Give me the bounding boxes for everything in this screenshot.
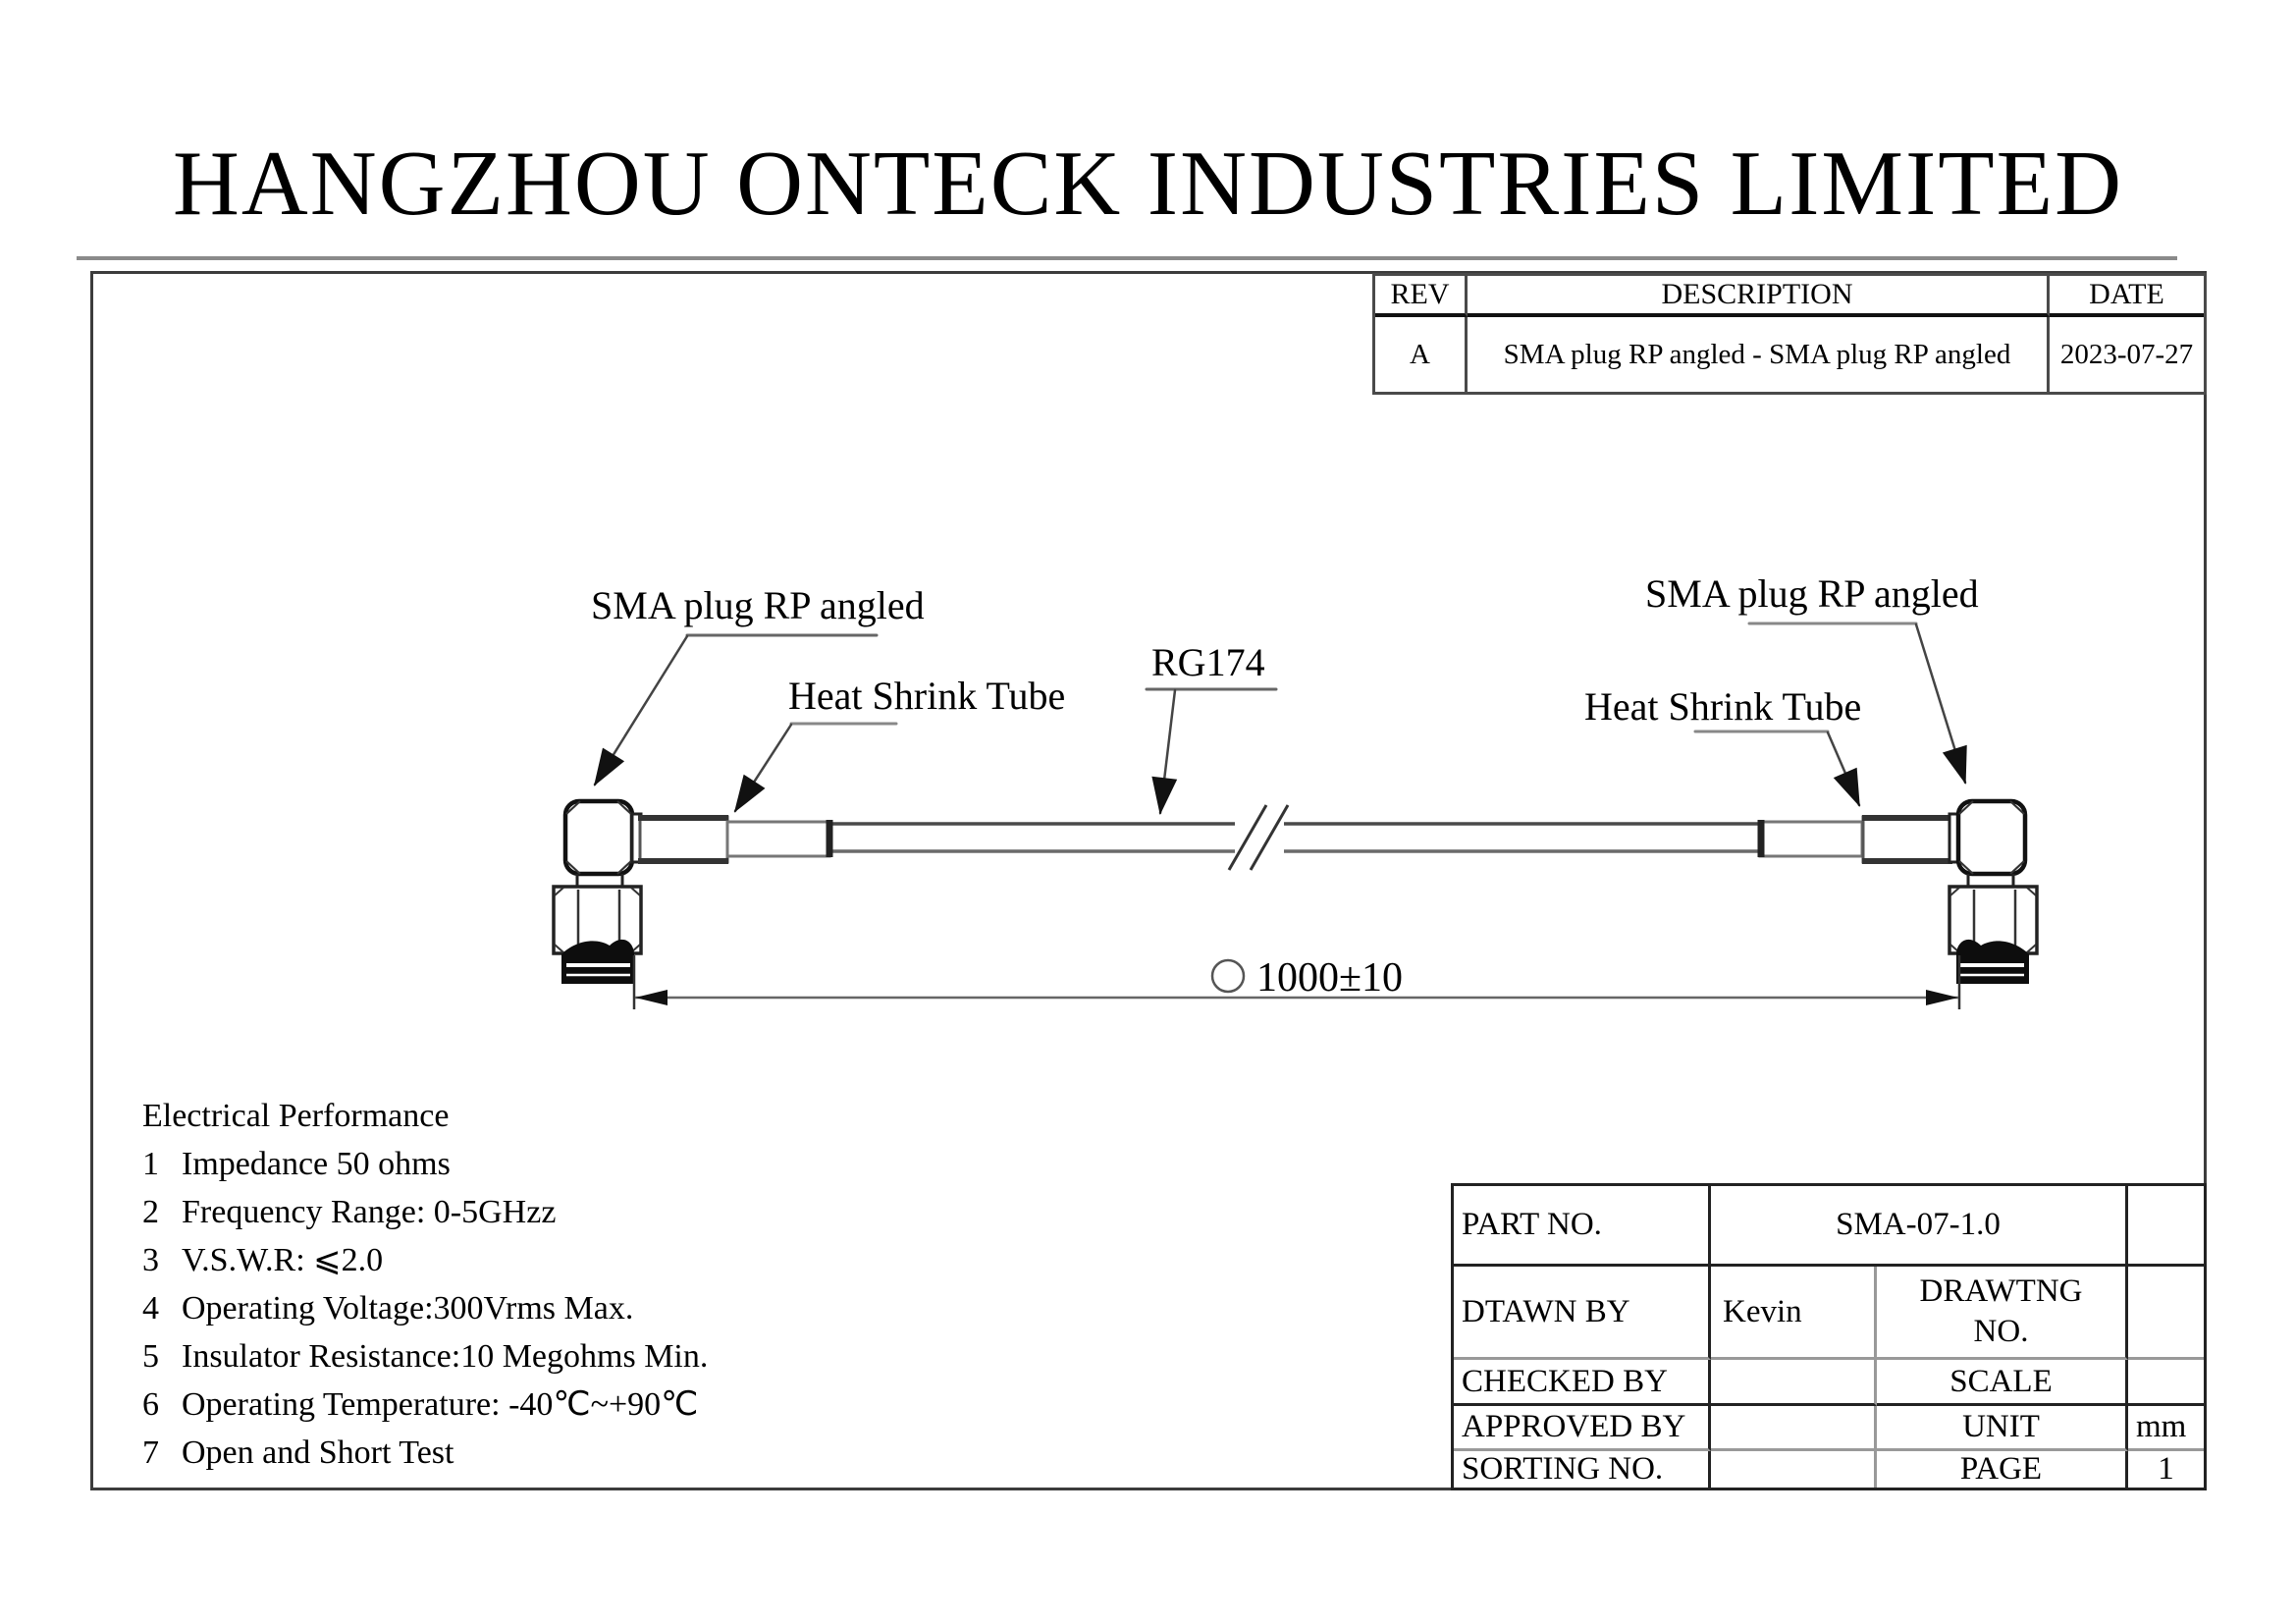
right-sma-connector — [1760, 801, 2037, 984]
drawing-no-label: DRAWTNG NO. — [1877, 1267, 2128, 1360]
description-header: DESCRIPTION — [1468, 276, 2050, 317]
right-heat-shrink-label: Heat Shrink Tube — [1584, 684, 1862, 729]
checked-by-label: CHECKED BY — [1454, 1360, 1711, 1406]
rev-value: A — [1375, 317, 1468, 392]
empty-cell — [2128, 1267, 2204, 1360]
approved-by-label: APPROVED BY — [1454, 1406, 1711, 1451]
left-sma-label: SMA plug RP angled — [591, 583, 925, 627]
left-heat-shrink-tube — [727, 820, 829, 857]
list-item: 5 Insulator Resistance:10 Megohms Min. — [142, 1338, 709, 1375]
title-block-table — [1451, 1183, 2207, 1490]
cable-type-label: RG174 — [1151, 640, 1265, 684]
right-crimp-ferrule — [1862, 817, 1952, 862]
cable-break-symbol — [1229, 805, 1288, 870]
checked-by-value — [1711, 1360, 1877, 1406]
circle-symbol-icon — [1212, 960, 1244, 992]
part-no-label: PART NO. — [1454, 1186, 1711, 1267]
page-label: PAGE — [1877, 1451, 2128, 1488]
date-header: DATE — [2050, 276, 2204, 317]
unit-value: mm — [2128, 1406, 2204, 1451]
scale-label: SCALE — [1877, 1360, 2128, 1406]
drawn-by-value: Kevin — [1711, 1267, 1877, 1360]
sorting-no-label: SORTING NO. — [1454, 1451, 1711, 1488]
rev-header: REV — [1375, 276, 1468, 317]
revision-date: 2023-07-27 — [2059, 338, 2194, 370]
list-item: 3 V.S.W.R: ⩽2.0 — [142, 1242, 384, 1278]
approved-by-value — [1711, 1406, 1877, 1451]
list-item: 2 Frequency Range: 0-5GHzz — [142, 1194, 557, 1230]
left-crimp-ferrule — [638, 817, 728, 862]
page-value: 1 — [2158, 1451, 2174, 1487]
list-item: 6 Operating Temperature: -40℃~+90℃ — [142, 1386, 699, 1423]
list-item: 4 Operating Voltage:300Vrms Max. — [142, 1290, 634, 1326]
part-no-value: SMA-07-1.0 — [1711, 1186, 2128, 1267]
length-dimension — [634, 955, 1959, 1009]
sorting-no-value — [1711, 1451, 1877, 1488]
right-sma-label: SMA plug RP angled — [1645, 571, 1979, 616]
coax-cable — [829, 805, 1762, 870]
unit-label: UNIT — [1877, 1406, 2128, 1451]
left-sma-connector — [554, 801, 829, 984]
drawn-by-label: DTAWN BY — [1454, 1267, 1711, 1360]
right-heat-shrink-tube — [1760, 820, 1862, 857]
revision-description: SMA plug RP angled - SMA plug RP angled — [1468, 317, 2050, 392]
scale-value — [2128, 1360, 2204, 1406]
list-item: 7 Open and Short Test — [142, 1435, 454, 1471]
company-title: HANGZHOU ONTECK INDUSTRIES LIMITED — [173, 133, 2123, 235]
electrical-title: Electrical Performance — [142, 1098, 450, 1134]
empty-cell — [2128, 1186, 2204, 1267]
list-item: 1 Impedance 50 ohms — [142, 1146, 451, 1182]
dimension-text: 1000±10 — [1256, 955, 1404, 1001]
left-heat-shrink-label: Heat Shrink Tube — [788, 674, 1066, 718]
callouts — [591, 571, 1979, 813]
electrical-performance — [142, 1092, 708, 1477]
